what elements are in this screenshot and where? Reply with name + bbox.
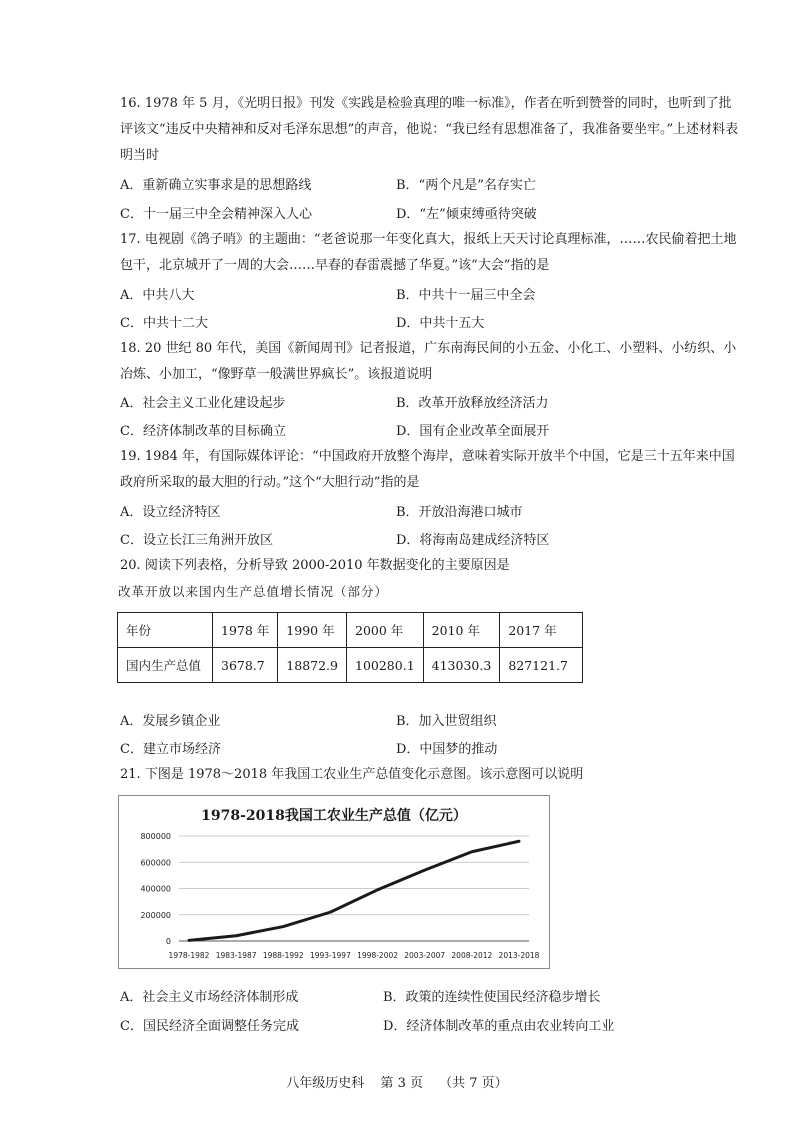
option-c: C．中共十二大 xyxy=(120,316,208,331)
x-tick-label: 1978-1982 xyxy=(168,951,210,960)
option-a: A．社会主义市场经济体制形成 xyxy=(120,990,299,1005)
table-cell: 100280.1 xyxy=(347,648,424,683)
question-21 xyxy=(120,762,742,788)
question-19 xyxy=(120,444,742,496)
question-stem: 阅读下列表格，分析导致 2000-2010 年数据变化的主要原因是 xyxy=(144,558,510,573)
option-c: C．十一届三中全会精神深入人心 xyxy=(120,207,312,222)
question-number: 16. xyxy=(120,96,141,111)
question-stem: 20 世纪 80 年代，美国《新闻周刊》记者报道，广东南海民间的小五金、小化工、小塑料、小纺织、小冶炼、小加工，“像野草一般满世界疯长”。该报道说明 xyxy=(120,341,737,382)
option-a: A．重新确立实事求是的思想路线 xyxy=(120,178,312,193)
page-footer xyxy=(0,1072,794,1091)
x-tick-label: 2003-2007 xyxy=(404,951,446,960)
table-cell: 2010 年 xyxy=(423,613,500,648)
footer-subject: 八年级历史科 xyxy=(286,1076,365,1091)
option-c: C．经济体制改革的目标确立 xyxy=(120,424,286,439)
table-cell: 413030.3 xyxy=(423,648,500,683)
question-16 xyxy=(120,91,742,169)
x-tick-label: 1993-1997 xyxy=(309,951,351,960)
table-cell: 3678.7 xyxy=(213,648,278,683)
option-d: D．中国梦的推动 xyxy=(396,742,498,757)
option-c: C．设立长江三角洲开放区 xyxy=(120,533,273,548)
option-d: D．经济体制改革的重点由农业转向工业 xyxy=(383,1019,615,1034)
chart-svg xyxy=(119,796,549,968)
table-cell: 1990 年 xyxy=(278,613,347,648)
option-a: A．中共八大 xyxy=(120,288,195,303)
option-c: C．建立市场经济 xyxy=(120,742,221,757)
option-d: D．“左”倾束缚亟待突破 xyxy=(396,207,537,222)
question-stem: 下图是 1978～2018 年我国工农业生产总值变化示意图。该示意图可以说明 xyxy=(144,767,584,782)
table-cell: 年份 xyxy=(118,613,213,648)
footer-total: （共 7 页） xyxy=(439,1076,508,1091)
y-tick-label: 400000 xyxy=(140,884,171,894)
option-a: A．发展乡镇企业 xyxy=(120,714,221,729)
table-row xyxy=(118,648,583,683)
table-cell: 2017 年 xyxy=(500,613,583,648)
option-a: A．设立经济特区 xyxy=(120,505,221,520)
question-18 xyxy=(120,336,742,388)
option-b: B．加入世贸组织 xyxy=(396,714,497,729)
table-cell: 1978 年 xyxy=(213,613,278,648)
table-cell: 国内生产总值 xyxy=(118,648,213,683)
y-tick-label: 800000 xyxy=(140,832,171,841)
chart-title: 1978-2018我国工农业生产总值（亿元） xyxy=(201,808,467,824)
table-cell: 2000 年 xyxy=(347,613,424,648)
question-20 xyxy=(120,553,742,579)
y-tick-label: 0 xyxy=(165,937,171,946)
question-number: 17. xyxy=(120,232,141,247)
question-stem: 电视剧《鸽子哨》的主题曲：“老爸说那一年变化真大，报纸上天天讨论真理标准，……农民偷着把土地包干，北京城开了一周的大会……早春的春雷震撼了华夏。”该“大会”指的是 xyxy=(120,232,737,273)
y-tick-label: 200000 xyxy=(140,910,171,920)
option-d: D．将海南岛建成经济特区 xyxy=(396,533,550,548)
x-tick-label: 1988-1992 xyxy=(262,951,304,960)
table-title: 改革开放以来国内生产总值增长情况（部分） xyxy=(118,584,389,599)
option-d: D．国有企业改革全面展开 xyxy=(396,424,550,439)
question-number: 19. xyxy=(120,449,141,464)
gdp-line-chart xyxy=(118,795,550,969)
footer-page: 第 3 页 xyxy=(380,1076,423,1091)
x-tick-label: 2008-2012 xyxy=(451,951,493,960)
option-b: B．中共十一届三中全会 xyxy=(396,288,536,303)
question-stem: 1984 年，有国际媒体评论：“中国政府开放整个海岸，意味着实际开放半个中国，它是三十五年来中国政府所采取的最大胆的行动。”这个“大胆行动”指的是 xyxy=(120,449,735,490)
option-d: D．中共十五大 xyxy=(396,316,485,331)
option-b: B．改革开放释放经济活力 xyxy=(396,396,549,411)
option-b: B．政策的连续性使国民经济稳步增长 xyxy=(383,990,601,1005)
table-cell: 18872.9 xyxy=(278,648,347,683)
option-b: B．“两个凡是”名存实亡 xyxy=(396,178,536,193)
question-stem: 1978 年 5 月，《光明日报》刊发《实践是检验真理的唯一标准》，作者在听到赞誉的同时，也听到了批评该文“违反中央精神和反对毛泽东思想”的声音，他说：“我已经有思想准备了，我准备要坐牢。”上述材料表明当时 xyxy=(120,96,739,163)
option-c: C．国民经济全面调整任务完成 xyxy=(120,1019,299,1034)
x-tick-label: 1998-2002 xyxy=(357,951,399,960)
option-b: B．开放沿海港口城市 xyxy=(396,505,523,520)
table-row xyxy=(118,613,583,648)
question-number: 18. xyxy=(120,341,141,356)
table-cell: 827121.7 xyxy=(500,648,583,683)
question-17 xyxy=(120,227,742,279)
gdp-table xyxy=(117,612,583,683)
x-tick-label: 1983-1987 xyxy=(215,951,257,960)
x-tick-label: 2013-2018 xyxy=(498,951,540,960)
y-tick-label: 600000 xyxy=(140,858,171,868)
question-number: 20. xyxy=(120,558,141,573)
series-line xyxy=(189,841,519,940)
question-number: 21. xyxy=(120,767,141,782)
option-a: A．社会主义工业化建设起步 xyxy=(120,396,286,411)
